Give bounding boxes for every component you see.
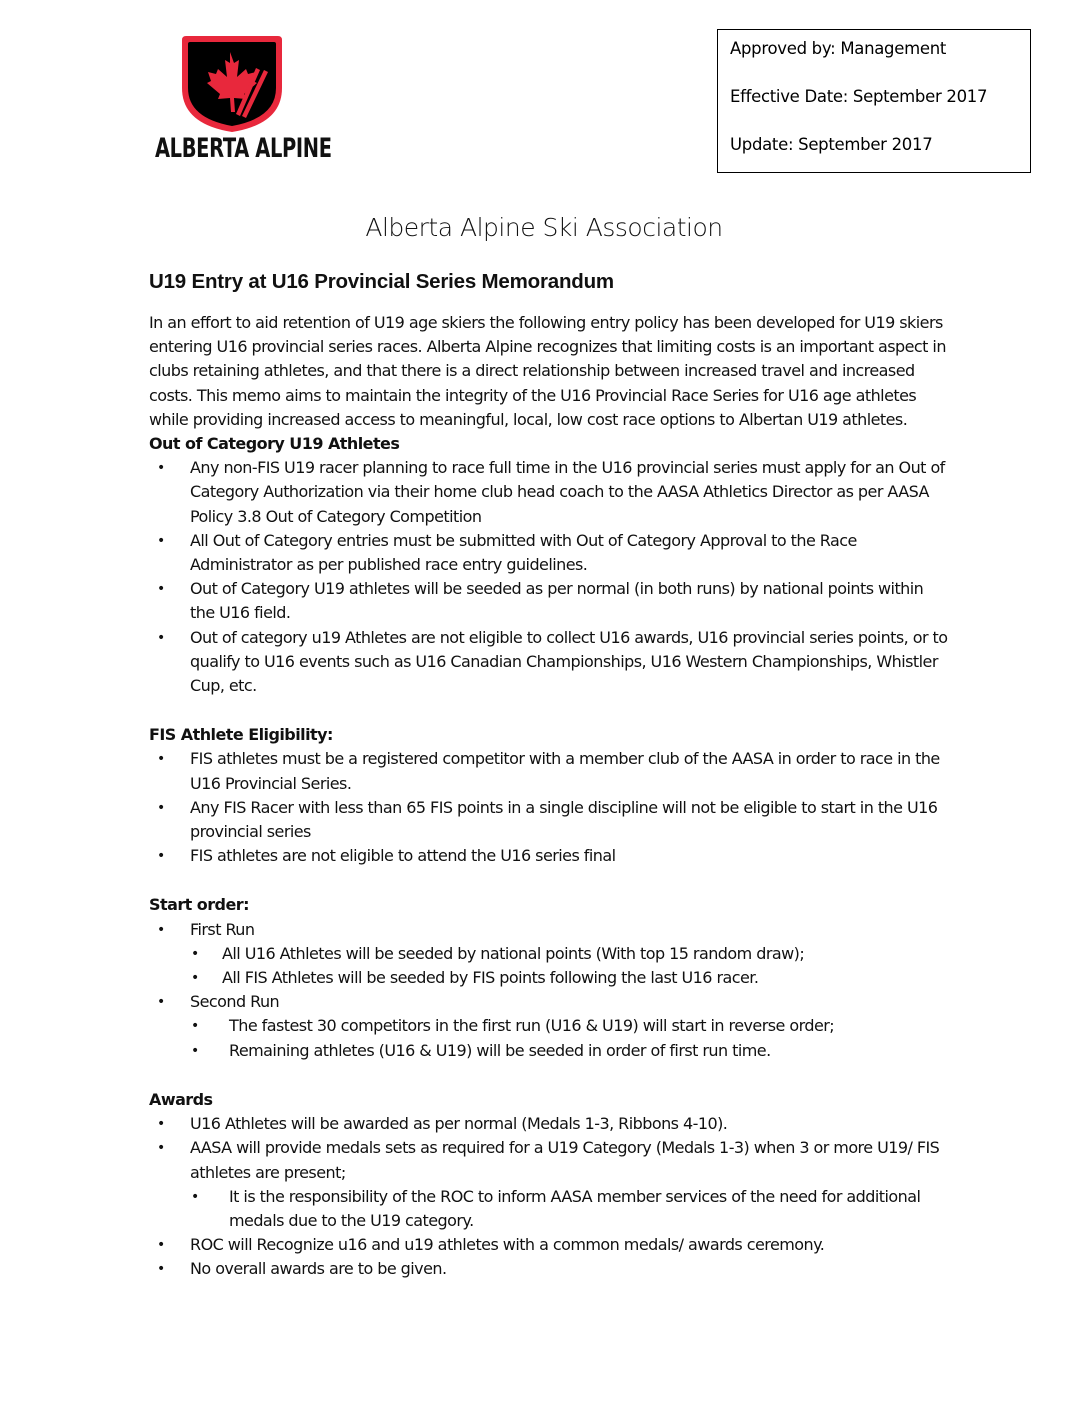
list-item: • Remaining athletes (U16 & U19) will be seeded in order of first run time. [149, 1039, 949, 1063]
bullet-icon: • [157, 921, 165, 938]
memo-title: U19 Entry at U16 Provincial Series Memorandum [149, 270, 614, 293]
section-fis-eligibility [149, 723, 949, 868]
section-heading: Awards [149, 1089, 213, 1109]
update-date: Update: September 2017 [730, 135, 933, 154]
bullet-icon: • [157, 799, 165, 816]
section-heading: Start order: [149, 895, 249, 915]
list-item: • AASA will provide medals sets as required for a U19 Category (Medals 1-3) when 3 or more U19/ FIS athletes are present; [157, 1138, 940, 1182]
organization-title: Alberta Alpine Ski Association [365, 213, 723, 242]
memo-body [149, 311, 949, 1282]
bullet-icon: • [191, 970, 199, 987]
list-item-first-run: • First Run [149, 918, 949, 942]
list-item: • FIS athletes must be a registered competitor with a member club of the AASA in order to race in the U16 Provincial Series. [157, 749, 940, 793]
logo-wordmark: ALBERTA ALPINE [155, 133, 332, 164]
section-out-of-category [149, 432, 949, 698]
bullet-icon: • [157, 460, 165, 477]
section-start-order [149, 893, 949, 1062]
list-item: • Any non-FIS U19 racer planning to race full time in the U16 provincial series must apply for an Out of Category Authorization via their home club head coach to the AASA Athletics Director as per AASA Policy 3.8 Out of Category Competition [157, 458, 945, 526]
bullet-icon: • [157, 994, 165, 1011]
section-heading: Out of Category U19 Athletes [149, 434, 400, 454]
list-item: • All FIS Athletes will be seeded by FIS points following the last U16 racer. [149, 966, 949, 990]
list-item: • No overall awards are to be given. [149, 1257, 949, 1281]
list-item: • All U16 Athletes will be seeded by national points (With top 15 random draw); [149, 942, 949, 966]
list-item: • All Out of Category entries must be submitted with Out of Category Approval to the Race Administrator as per published race entry guidelines. [157, 530, 857, 575]
bullet-icon: • [191, 1018, 199, 1035]
bullet-icon: • [157, 751, 165, 768]
section-awards [149, 1088, 949, 1282]
intro-paragraph: In an effort to aid retention of U19 age skiers the following entry policy has been developed for U19 skiers entering U16 provincial series races. Alberta Alpine recognizes that limiting costs is an important aspect in clubs retaining athletes, and that there is a direct relationship between increased travel and increased costs. This memo aims to maintain the integrity of the U16 Provincial Race Series for U16 age athletes while providing increased access to meaningful, local, low cost race options to Albertan U19 athletes. [149, 313, 946, 429]
bullet-icon: • [157, 629, 165, 646]
list-item: • Any FIS Racer with less than 65 FIS points in a single discipline will not be eligible to start in the U16 provincial series [157, 797, 938, 842]
bullet-icon: • [191, 945, 199, 962]
bullet-icon: • [157, 1261, 165, 1278]
alberta-alpine-logo [150, 30, 332, 170]
bullet-icon: • [157, 1237, 165, 1254]
list-item: • FIS athletes are not eligible to attend the U16 series final [149, 844, 949, 868]
section-heading: FIS Athlete Eligibility: [149, 725, 333, 745]
bullet-icon: • [191, 1042, 199, 1059]
bullet-icon: • [191, 1188, 199, 1205]
list-item: • Out of Category U19 athletes will be seeded as per normal (in both runs) by national points within the U16 field. [157, 579, 924, 623]
bullet-icon: • [157, 581, 165, 598]
bullet-icon: • [157, 532, 165, 549]
maple-leaf-shield-icon [180, 32, 284, 134]
list-item: • U16 Athletes will be awarded as per normal (Medals 1-3, Ribbons 4-10). [149, 1112, 949, 1136]
list-item: • Out of category u19 Athletes are not eligible to collect U16 awards, U16 provincial series points, or to qualify to U16 events such as U16 Canadian Championships, U16 Western Championships, Whistler Cup, etc. [157, 627, 948, 696]
bullet-icon: • [157, 1140, 165, 1157]
approved-by: Approved by: Management [730, 39, 947, 58]
bullet-icon: • [157, 848, 165, 865]
list-item-second-run: • Second Run [149, 990, 949, 1014]
list-item: • ROC will Recognize u16 and u19 athletes with a common medals/ awards ceremony. [149, 1233, 949, 1257]
list-item: • It is the responsibility of the ROC to inform AASA member services of the need for additional medals due to the U19 category. [191, 1186, 921, 1230]
bullet-icon: • [157, 1116, 165, 1133]
list-item: • The fastest 30 competitors in the first run (U16 & U19) will start in reverse order; [149, 1014, 949, 1038]
approval-info-box [717, 29, 1031, 173]
effective-date: Effective Date: September 2017 [730, 87, 988, 106]
